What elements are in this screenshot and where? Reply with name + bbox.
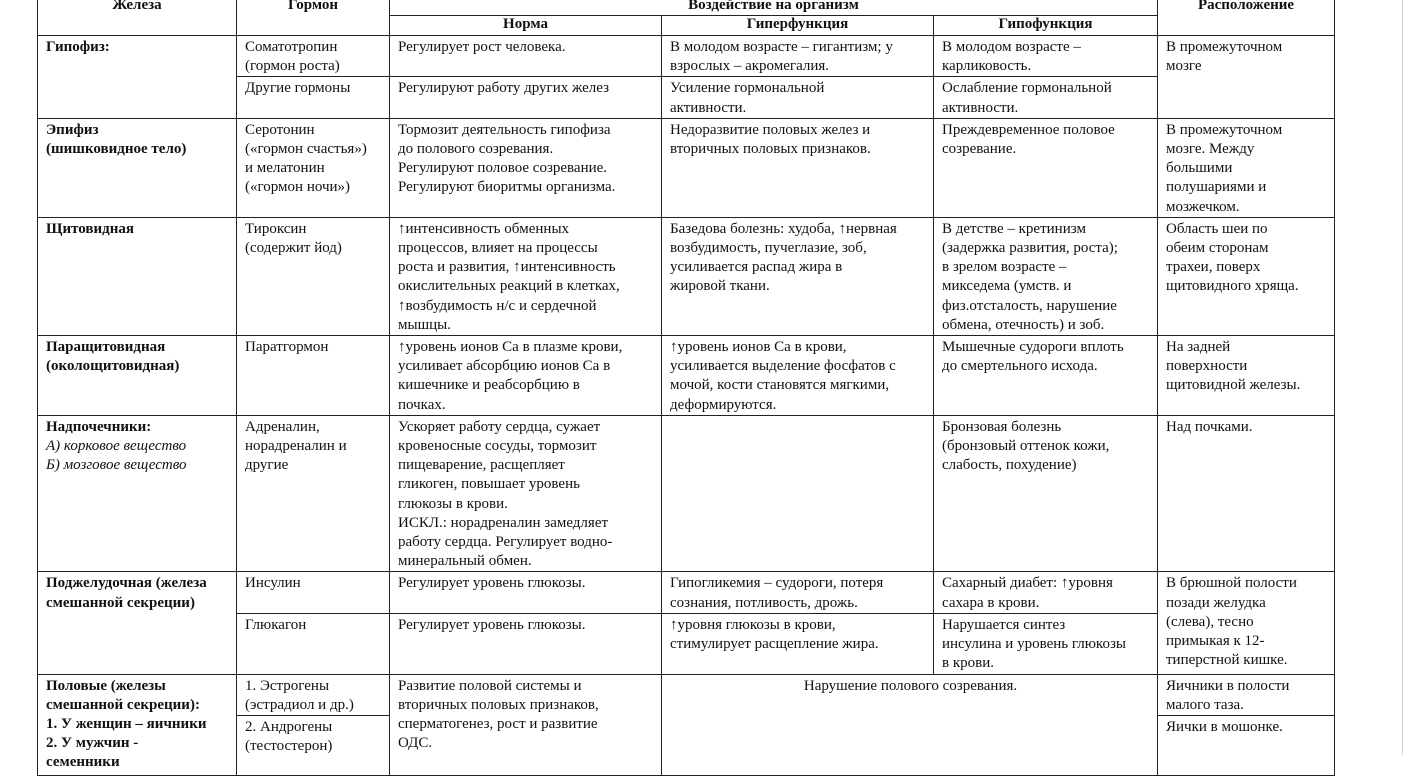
gland-name	[38, 36, 237, 119]
hyperfunction-cell	[662, 217, 934, 335]
cell-line: Другие гормоны	[245, 80, 351, 97]
cell-line: щитовидного хряща.	[1166, 278, 1299, 295]
cell-line: мозжечком.	[1166, 198, 1240, 215]
location-cell	[1158, 118, 1335, 217]
hyperfunction-cell	[662, 118, 934, 217]
cell-line: В промежуточном	[1166, 39, 1283, 55]
hypofunction-cell	[934, 36, 1158, 77]
cell-line: Развитие половой системы и	[398, 677, 582, 694]
table-row	[38, 415, 1335, 572]
cell-line: кровеносные сосуды, тормозит	[398, 438, 597, 455]
hyperfunction-cell	[662, 336, 934, 416]
cell-line: Поджелудочная (железа	[46, 575, 207, 592]
cell-line: позади желудка	[1166, 594, 1266, 611]
header-effect: Воздействие на организм	[390, 0, 1158, 16]
cell-line: Адреналин,	[245, 418, 320, 435]
cell-line: возбудимость, пучеглазие, зоб,	[670, 240, 867, 257]
cell-line: 2. У мужчин -	[46, 735, 139, 752]
cell-line: Паращитовидная	[46, 339, 166, 356]
cell-line: смешанной секреции)	[46, 594, 195, 611]
cell-line: Сахарный диабет: ↑уровня	[942, 575, 1113, 592]
cell-line: А) корковое вещество	[46, 438, 187, 455]
norm-cell	[390, 674, 662, 775]
cell-line: вторичных половых признаков,	[398, 696, 599, 713]
cell-line: ИСКЛ.: норадреналин замедляет	[398, 514, 609, 531]
hormone-cell	[237, 715, 390, 775]
cell-line: Бронзовая болезнь	[942, 418, 1062, 435]
cell-line: (околощитовидная)	[46, 358, 180, 375]
location-cell	[1158, 217, 1335, 335]
cell-line: вторичных половых признаков.	[670, 141, 871, 158]
page-edge	[1402, 0, 1403, 755]
cell-line: кишечнике и реабсорбцию в	[398, 377, 580, 394]
cell-line: (шишковидное тело)	[46, 141, 187, 158]
cell-line: мозге	[1166, 58, 1202, 75]
cell-line: жировой ткани.	[670, 278, 770, 295]
cell-line: до полового созревания.	[398, 141, 554, 158]
cell-line: В брюшной полости	[1166, 575, 1297, 592]
cell-line: Соматотропин	[245, 39, 338, 55]
hormone-cell	[237, 674, 390, 715]
cell-line: минеральный обмен.	[398, 553, 532, 570]
location-cell	[1158, 715, 1335, 775]
table-row	[38, 674, 1335, 715]
norm-cell	[390, 217, 662, 335]
hyperfunction-cell	[662, 572, 934, 613]
table-row	[38, 217, 1335, 335]
norm-cell	[390, 118, 662, 217]
cell-line: мочой, кости становятся мягкими,	[670, 377, 890, 394]
table-row	[38, 36, 1335, 77]
cell-line: усиливает абсорбцию ионов Са в	[398, 358, 611, 375]
cell-line: мозге. Между	[1166, 141, 1255, 158]
hyperfunction-cell	[662, 415, 934, 572]
norm-cell	[390, 77, 662, 118]
table-row	[38, 572, 1335, 613]
cell-line: роста и развития, ↑интенсивность	[398, 259, 616, 276]
cell-line: ↑уровень ионов Са в плазме крови,	[398, 339, 623, 356]
cell-line: 1. Эстрогены	[245, 677, 330, 694]
cell-line: усиливается распад жира в	[670, 259, 843, 276]
cell-line: Гипогликемия – судороги, потеря	[670, 575, 884, 592]
cell-line: норадреналин и	[245, 438, 347, 455]
cell-line: (задержка развития, роста);	[942, 240, 1118, 257]
hyperfunction-cell	[662, 77, 934, 118]
cell-line: (эстрадиол и др.)	[245, 696, 354, 713]
cell-line: Регулируют половое созревание.	[398, 160, 608, 177]
cell-line: слабость, похудение)	[942, 457, 1077, 474]
location-cell	[1158, 36, 1335, 119]
cell-line: Эпифиз	[46, 121, 99, 138]
cell-line: Регулируют биоритмы организма.	[398, 179, 616, 196]
cell-line: («гормон счастья»)	[245, 141, 367, 158]
cell-line: усиливается выделение фосфатов с	[670, 358, 896, 375]
cell-line: полушариями и	[1166, 179, 1267, 196]
hypofunction-cell	[934, 118, 1158, 217]
cell-line: инсулина и уровень глюкозы	[942, 636, 1126, 653]
location-cell	[1158, 415, 1335, 572]
norm-cell	[390, 415, 662, 572]
header-gland: Железа	[38, 0, 237, 36]
gland-name	[38, 415, 237, 572]
gland-name	[38, 217, 237, 335]
gland-name	[38, 674, 237, 775]
norm-cell	[390, 572, 662, 613]
cell-line: в крови.	[942, 655, 994, 672]
hormone-cell	[237, 336, 390, 416]
cell-line: стимулирует расщепление жира.	[670, 636, 879, 653]
hyperfunction-cell	[662, 36, 934, 77]
cell-line: другие	[245, 457, 289, 474]
cell-line: В детстве – кретинизм	[942, 220, 1086, 237]
hyper-hypo-function-cell	[662, 674, 1158, 775]
cell-line: мышцы.	[398, 316, 451, 333]
cell-line: большими	[1166, 160, 1233, 177]
cell-line: (слева), тесно	[1166, 613, 1254, 630]
hormone-cell	[237, 572, 390, 613]
cell-line: активности.	[942, 99, 1019, 116]
hormone-cell	[237, 77, 390, 118]
cell-line: сахара в крови.	[942, 594, 1040, 611]
cell-line: Область шеи по	[1166, 220, 1268, 237]
cell-line: поверхности	[1166, 358, 1248, 375]
cell-line: Регулируют работу других желез	[398, 80, 610, 97]
cell-line: окислительных реакций в клетках,	[398, 278, 620, 295]
cell-line: глюкозы в крови.	[398, 495, 508, 512]
cell-line: деформируются.	[670, 396, 777, 413]
cell-line: Глюкагон	[245, 616, 307, 633]
cell-line: обеим сторонам	[1166, 240, 1269, 257]
cell-line: ↑интенсивность обменных	[398, 220, 570, 237]
cell-line: Инсулин	[245, 575, 301, 592]
cell-line: сперматогенез, рост и развитие	[398, 715, 598, 732]
endocrine-glands-table	[37, 0, 1335, 776]
cell-line: гликоген, повышает уровень	[398, 476, 580, 493]
cell-line: Половые (железы	[46, 677, 166, 694]
cell-line: Мышечные судороги вплоть	[942, 339, 1124, 356]
cell-line: Регулирует рост человека.	[398, 39, 566, 55]
gland-name	[38, 336, 237, 416]
hormone-cell	[237, 36, 390, 77]
cell-line: Серотонин	[245, 121, 315, 138]
cell-line: взрослых – акромегалия.	[670, 58, 830, 75]
cell-line: Нарушается синтез	[942, 616, 1066, 633]
cell-line: Щитовидная	[46, 220, 135, 237]
header-hypo: Гипофункция	[934, 16, 1158, 36]
cell-line: (содержит йод)	[245, 240, 342, 257]
cell-line: Недоразвитие половых желез и	[670, 121, 871, 138]
cell-line: трахеи, поверх	[1166, 259, 1261, 276]
cell-line: Тормозит деятельность гипофиза	[398, 121, 611, 138]
cell-line: семенники	[46, 754, 120, 771]
cell-line: Нарушение полового созревания.	[803, 677, 1018, 694]
cell-line: созревание.	[942, 141, 1017, 158]
cell-line: 1. У женщин – яичники	[46, 715, 207, 732]
cell-line: смешанной секреции):	[46, 696, 200, 713]
cell-line: На задней	[1166, 339, 1231, 356]
cell-line: до смертельного исхода.	[942, 358, 1098, 375]
location-cell	[1158, 572, 1335, 674]
cell-line: процессов, влияет на процессы	[398, 240, 598, 257]
gland-name	[38, 118, 237, 217]
cell-line: ↑возбудимость н/с и сердечной	[398, 297, 597, 314]
cell-line: (гормон роста)	[245, 58, 340, 75]
cell-line: ↑уровня глюкозы в крови,	[670, 616, 836, 633]
cell-line: активности.	[670, 99, 747, 116]
cell-line: малого таза.	[1166, 696, 1244, 713]
cell-line: («гормон ночи»)	[245, 179, 351, 196]
cell-line: В промежуточном	[1166, 121, 1283, 138]
cell-line: карликовость.	[942, 58, 1032, 75]
cell-line: Паратгормон	[245, 339, 329, 356]
cell-line: ↑уровень ионов Са в крови,	[670, 339, 847, 356]
cell-line: Яичники в полости	[1166, 677, 1290, 694]
header-hormone: Гормон	[237, 0, 390, 36]
gland-name	[38, 572, 237, 674]
cell-line: примыкая к 12-	[1166, 633, 1265, 650]
location-cell	[1158, 674, 1335, 715]
hypofunction-cell	[934, 217, 1158, 335]
header-hyper: Гиперфункция	[662, 16, 934, 36]
cell-line: Ускоряет работу сердца, сужает	[398, 418, 601, 435]
cell-line: микседема (умств. и	[942, 278, 1072, 295]
cell-line: Тироксин	[245, 220, 307, 237]
cell-line: Надпочечники:	[46, 418, 152, 435]
cell-line: обмена, отечность) и зоб.	[942, 316, 1105, 333]
table-row	[38, 118, 1335, 217]
cell-line: ОДС.	[398, 735, 433, 752]
hormone-cell	[237, 118, 390, 217]
hormone-cell	[237, 613, 390, 674]
cell-line: работу сердца. Регулирует водно-	[398, 534, 613, 551]
cell-line: Гипофиз:	[46, 39, 110, 55]
hypofunction-cell	[934, 77, 1158, 118]
cell-line: Над почками.	[1166, 418, 1253, 435]
cell-line: и мелатонин	[245, 160, 325, 177]
hypofunction-cell	[934, 336, 1158, 416]
norm-cell	[390, 613, 662, 674]
cell-line: Усиление гормональной	[670, 80, 825, 97]
header-norm: Норма	[390, 16, 662, 36]
cell-line: типерстной кишке.	[1166, 652, 1288, 669]
hypofunction-cell	[934, 613, 1158, 674]
cell-line: В молодом возрасте – гигантизм; у	[670, 39, 893, 55]
cell-line: почках.	[398, 396, 446, 413]
cell-line: физ.отсталость, нарушение	[942, 297, 1117, 314]
hypofunction-cell	[934, 415, 1158, 572]
norm-cell	[390, 336, 662, 416]
cell-line: щитовидной железы.	[1166, 377, 1301, 394]
cell-line: пищеварение, расщепляет	[398, 457, 565, 474]
hormone-cell	[237, 415, 390, 572]
table-row	[38, 336, 1335, 416]
cell-line: 2. Андрогены	[245, 718, 333, 735]
cell-line: В молодом возрасте –	[942, 39, 1081, 55]
norm-cell	[390, 36, 662, 77]
hyperfunction-cell	[662, 613, 934, 674]
cell-line: Регулирует уровень глюкозы.	[398, 616, 586, 633]
header-location: Расположение	[1158, 0, 1335, 36]
cell-line: Ослабление гормональной	[942, 80, 1112, 97]
cell-line: Базедова болезнь: худоба, ↑нервная	[670, 220, 897, 237]
location-cell	[1158, 336, 1335, 416]
cell-line: сознания, потливость, дрожь.	[670, 594, 858, 611]
hormone-cell	[237, 217, 390, 335]
cell-line: Б) мозговое вещество	[46, 457, 187, 474]
cell-line: (бронзовый оттенок кожи,	[942, 438, 1110, 455]
cell-line: Яички в мошонке.	[1166, 718, 1283, 735]
hypofunction-cell	[934, 572, 1158, 613]
cell-line: в зрелом возрасте –	[942, 259, 1067, 276]
cell-line: Преждевременное половое	[942, 121, 1115, 138]
cell-line: Регулирует уровень глюкозы.	[398, 575, 586, 592]
cell-line: (тестостерон)	[245, 738, 333, 755]
